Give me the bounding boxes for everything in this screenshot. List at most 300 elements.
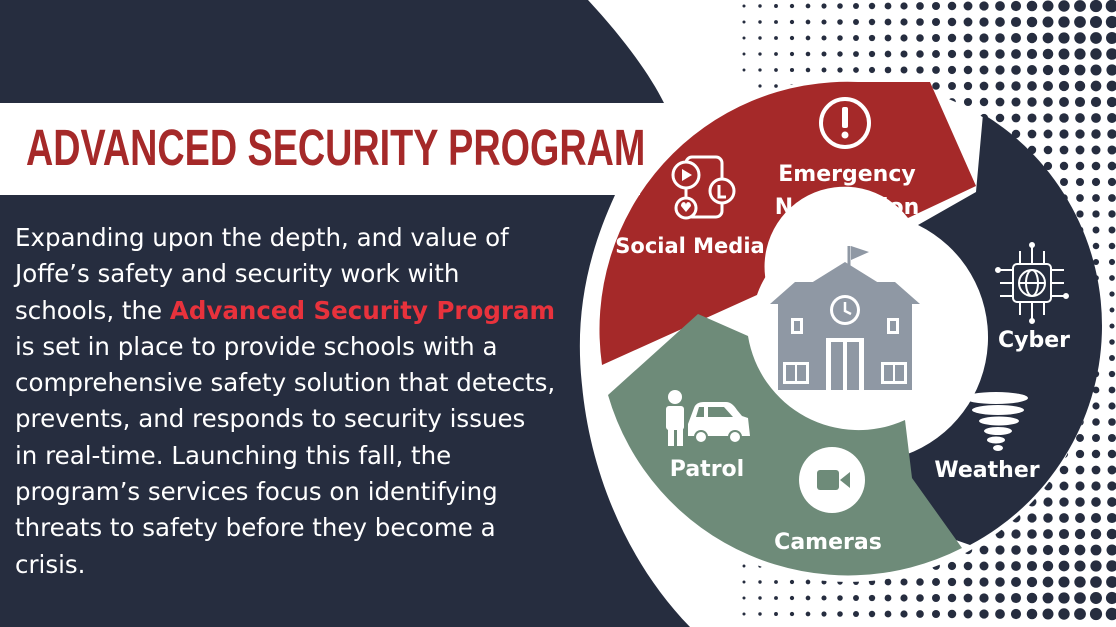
halftone-dot xyxy=(995,17,1005,27)
halftone-dot xyxy=(964,50,973,59)
label-cameras: Cameras xyxy=(774,530,882,555)
halftone-dot xyxy=(964,610,973,619)
halftone-dot xyxy=(869,611,875,617)
halftone-dot xyxy=(979,1,988,10)
body-line-5: comprehensive safety solution that detects, xyxy=(15,368,556,398)
halftone-dot xyxy=(774,20,778,24)
halftone-dot xyxy=(948,578,956,586)
halftone-dot xyxy=(901,67,908,74)
halftone-dot xyxy=(1091,113,1101,123)
halftone-dot xyxy=(742,4,745,7)
halftone-dot xyxy=(806,36,811,41)
halftone-dot xyxy=(853,35,859,41)
halftone-dot xyxy=(1107,497,1116,507)
halftone-dot xyxy=(885,3,892,10)
halftone-dot xyxy=(1027,529,1037,539)
halftone-dot xyxy=(900,594,907,601)
halftone-dot xyxy=(1027,113,1036,122)
halftone-dot xyxy=(1106,48,1116,60)
halftone-dot xyxy=(1109,387,1116,394)
halftone-dot xyxy=(869,3,875,9)
halftone-dot xyxy=(758,68,761,71)
body-line-8: program’s services focus on identifying xyxy=(15,477,498,507)
halftone-dot xyxy=(1043,81,1053,91)
halftone-dot xyxy=(806,52,811,57)
halftone-dot xyxy=(1011,529,1020,538)
halftone-dot xyxy=(1059,81,1069,91)
halftone-dot xyxy=(758,84,761,87)
halftone-dot xyxy=(1076,434,1084,442)
halftone-dot xyxy=(900,34,907,41)
halftone-dot xyxy=(1074,32,1085,43)
halftone-dot xyxy=(980,66,989,75)
halftone-dot xyxy=(1090,64,1101,75)
label-patrol: Patrol xyxy=(669,457,745,482)
halftone-dot xyxy=(948,610,956,618)
body-line-10: crisis. xyxy=(15,549,86,579)
body-line-6: prevents, and responds to security issues xyxy=(15,404,526,434)
halftone-dot xyxy=(900,50,907,57)
halftone-dot xyxy=(790,52,794,56)
halftone-dot xyxy=(1109,339,1115,345)
halftone-dot xyxy=(1109,259,1115,265)
halftone-dot xyxy=(979,33,988,42)
halftone-dot xyxy=(979,593,988,602)
halftone-dot xyxy=(1060,178,1068,186)
halftone-dot xyxy=(1011,1,1021,11)
halftone-dot xyxy=(774,52,778,56)
halftone-dot xyxy=(774,596,778,600)
halftone-dot xyxy=(1092,450,1100,458)
halftone-dot xyxy=(932,34,940,42)
halftone-dot xyxy=(916,66,923,73)
halftone-dot xyxy=(837,595,843,601)
halftone-dot xyxy=(806,4,811,9)
halftone-dot xyxy=(806,68,811,73)
halftone-dot xyxy=(1075,113,1085,123)
halftone-dot xyxy=(1043,113,1052,122)
halftone-dot xyxy=(1012,114,1021,123)
halftone-dot xyxy=(979,49,988,58)
halftone-dot xyxy=(774,84,778,88)
video-camera-icon xyxy=(799,447,865,513)
halftone-dot xyxy=(869,51,875,57)
halftone-dot xyxy=(1044,146,1053,155)
halftone-dot xyxy=(1011,609,1021,619)
halftone-dot xyxy=(885,19,892,26)
halftone-dot xyxy=(995,593,1005,603)
halftone-dot xyxy=(932,610,940,618)
halftone-dot xyxy=(885,579,892,586)
halftone-dot xyxy=(964,18,973,27)
halftone-dot xyxy=(1059,561,1070,572)
halftone-dot xyxy=(948,594,956,602)
halftone-dot xyxy=(1075,81,1085,91)
halftone-dot xyxy=(948,18,956,26)
halftone-dot xyxy=(1027,49,1037,59)
halftone-dot xyxy=(1076,178,1084,186)
halftone-dot xyxy=(774,612,778,616)
halftone-dot xyxy=(1044,130,1053,139)
halftone-dot xyxy=(996,114,1005,123)
halftone-dot xyxy=(964,562,973,571)
halftone-dot xyxy=(1090,608,1102,620)
halftone-dot xyxy=(1043,577,1054,588)
halftone-dot xyxy=(1092,178,1100,186)
halftone-dot xyxy=(1043,593,1054,604)
halftone-dot xyxy=(1093,243,1100,250)
halftone-dot xyxy=(980,562,989,571)
halftone-dot xyxy=(1059,129,1068,138)
halftone-dot xyxy=(758,596,761,599)
halftone-dot xyxy=(932,50,940,58)
halftone-dot xyxy=(1059,49,1070,60)
halftone-dot xyxy=(1106,0,1116,12)
halftone-dot xyxy=(995,545,1004,554)
halftone-dot xyxy=(1027,513,1036,522)
halftone-dot xyxy=(821,51,826,56)
halftone-dot xyxy=(1043,65,1053,75)
label-emergency-line1: Emergency xyxy=(778,162,916,187)
halftone-dot xyxy=(1090,560,1101,571)
halftone-dot xyxy=(806,612,811,617)
halftone-dot xyxy=(1074,560,1085,571)
body-line-2: Joffe’s safety and security work with xyxy=(15,259,460,289)
halftone-dot xyxy=(1043,529,1053,539)
halftone-dot xyxy=(1027,561,1037,571)
halftone-dot xyxy=(916,610,924,618)
halftone-dot xyxy=(1109,371,1115,377)
halftone-dot xyxy=(1043,497,1052,506)
halftone-dot xyxy=(1043,17,1054,28)
halftone-dot xyxy=(900,610,907,617)
body-line-3: schools, the xyxy=(15,295,170,325)
halftone-dot xyxy=(1028,130,1037,139)
halftone-dot xyxy=(885,611,892,618)
halftone-dot xyxy=(995,81,1004,90)
halftone-dot xyxy=(743,53,746,56)
halftone-dot xyxy=(932,2,940,10)
halftone-dot xyxy=(1109,227,1116,234)
halftone-dot xyxy=(1108,450,1116,458)
halftone-dot xyxy=(1107,129,1116,138)
halftone-dot xyxy=(1011,49,1021,59)
halftone-dot xyxy=(1109,355,1115,361)
halftone-dot xyxy=(948,34,956,42)
halftone-dot xyxy=(1074,608,1086,620)
halftone-dot xyxy=(1092,418,1100,426)
body-line-1: Expanding upon the depth, and value of xyxy=(15,223,509,252)
halftone-dot xyxy=(948,82,956,90)
halftone-dot xyxy=(1092,146,1101,155)
halftone-dot xyxy=(1074,576,1085,587)
halftone-dot xyxy=(1075,545,1086,556)
halftone-dot xyxy=(1107,81,1116,92)
halftone-dot xyxy=(979,609,988,618)
halftone-dot xyxy=(806,20,811,25)
halftone-dot xyxy=(853,19,859,25)
halftone-dot xyxy=(1060,466,1069,475)
halftone-dot xyxy=(1106,64,1116,75)
halftone-dot xyxy=(1090,48,1101,59)
halftone-dot xyxy=(790,68,794,72)
halftone-dot xyxy=(837,51,842,56)
halftone-dot xyxy=(1058,0,1069,11)
halftone-dot xyxy=(1027,65,1037,75)
halftone-dot xyxy=(1075,129,1084,138)
halftone-dot xyxy=(837,35,843,41)
halftone-dot xyxy=(1076,210,1083,217)
halftone-dot xyxy=(1076,466,1085,475)
halftone-dot xyxy=(774,580,778,584)
label-cyber: Cyber xyxy=(997,328,1071,353)
halftone-dot xyxy=(1027,609,1038,620)
halftone-dot xyxy=(1076,146,1085,155)
halftone-dot xyxy=(1108,434,1116,442)
halftone-dot xyxy=(932,594,940,602)
halftone-dot xyxy=(1106,16,1116,28)
halftone-dot xyxy=(1027,17,1038,28)
halftone-dot xyxy=(853,3,859,9)
halftone-dot xyxy=(932,18,940,26)
halftone-dot xyxy=(1091,513,1101,523)
halftone-dot xyxy=(742,20,745,23)
halftone-dot xyxy=(1058,592,1069,603)
halftone-dot xyxy=(1091,129,1100,138)
body-line-7: in real-time. Launching this fall, the xyxy=(15,440,452,470)
halftone-dot xyxy=(1011,545,1021,555)
label-emergency-line2: Notification xyxy=(774,195,920,220)
halftone-dot xyxy=(758,52,761,55)
halftone-dot xyxy=(1106,560,1116,571)
halftone-dot xyxy=(1059,513,1069,523)
halftone-dot xyxy=(964,66,973,75)
halftone-dot xyxy=(1027,81,1037,91)
halftone-dot xyxy=(774,4,778,8)
halftone-dot xyxy=(1011,65,1021,75)
halftone-dot xyxy=(1090,592,1102,604)
halftone-dot xyxy=(916,50,923,57)
halftone-dot xyxy=(1059,529,1069,539)
halftone-dot xyxy=(1027,33,1037,43)
halftone-dot xyxy=(1011,17,1021,27)
halftone-dot xyxy=(1091,481,1100,490)
halftone-dot xyxy=(916,34,924,42)
halftone-dot xyxy=(1109,291,1114,296)
halftone-dot xyxy=(806,596,811,601)
halftone-dot xyxy=(742,596,745,599)
halftone-dot xyxy=(1060,146,1069,155)
halftone-dot xyxy=(1091,497,1101,507)
halftone-dot xyxy=(964,98,972,106)
halftone-dot xyxy=(1108,418,1116,426)
halftone-dot xyxy=(1106,32,1116,44)
halftone-dot xyxy=(1106,592,1116,604)
halftone-dot xyxy=(821,19,826,24)
halftone-dot xyxy=(743,565,746,568)
halftone-dot xyxy=(1011,561,1021,571)
halftone-dot xyxy=(916,594,924,602)
halftone-dot xyxy=(1093,227,1100,234)
halftone-dot xyxy=(1059,497,1068,506)
label-social-media: Social Media xyxy=(615,234,765,258)
halftone-dot xyxy=(980,546,989,555)
halftone-dot xyxy=(1076,450,1084,458)
halftone-dot xyxy=(1060,482,1069,491)
halftone-dot xyxy=(1075,97,1085,107)
halftone-dot xyxy=(853,611,859,617)
halftone-dot xyxy=(1043,49,1054,60)
halftone-dot xyxy=(1075,529,1085,539)
halftone-dot xyxy=(743,37,746,40)
halftone-dot xyxy=(1011,81,1020,90)
halftone-dot xyxy=(1043,609,1054,620)
halftone-dot xyxy=(1075,481,1084,490)
halftone-dot xyxy=(1107,513,1116,523)
halftone-dot xyxy=(1076,194,1084,202)
halftone-dot xyxy=(1058,608,1069,619)
halftone-dot xyxy=(869,595,875,601)
body-line-9: threats to safety before they become a xyxy=(15,513,496,543)
halftone-dot xyxy=(1058,32,1069,43)
halftone-dot xyxy=(948,2,957,11)
halftone-dot xyxy=(1043,513,1053,523)
halftone-dot xyxy=(822,68,827,73)
halftone-dot xyxy=(948,562,956,570)
halftone-dot xyxy=(1092,210,1099,217)
halftone-dot xyxy=(1108,210,1115,217)
halftone-dot xyxy=(743,581,746,584)
halftone-dot xyxy=(1090,16,1102,28)
halftone-dot xyxy=(1108,402,1115,409)
page-title: ADVANCED SECURITY PROGRAM xyxy=(26,119,646,176)
halftone-dot xyxy=(1060,162,1068,170)
halftone-dot xyxy=(885,595,892,602)
halftone-dot xyxy=(837,611,843,617)
halftone-dot xyxy=(1091,97,1101,107)
halftone-dot xyxy=(790,36,794,40)
halftone-dot xyxy=(1011,593,1021,603)
halftone-dot xyxy=(964,578,973,587)
halftone-dot xyxy=(900,2,907,9)
program-name-highlight: Advanced Security Program xyxy=(169,295,556,325)
halftone-dot xyxy=(1109,243,1116,250)
halftone-dot xyxy=(885,51,892,58)
halftone-dot xyxy=(964,2,973,11)
halftone-dot xyxy=(821,35,826,40)
halftone-dot xyxy=(995,33,1005,43)
halftone-dot xyxy=(995,577,1005,587)
halftone-dot xyxy=(869,19,875,25)
halftone-dot xyxy=(979,577,988,586)
halftone-dot xyxy=(1011,33,1021,43)
halftone-dot xyxy=(1059,65,1070,76)
halftone-dot xyxy=(995,49,1004,58)
halftone-dot xyxy=(790,4,794,8)
halftone-dot xyxy=(742,612,745,615)
halftone-dot xyxy=(932,82,940,90)
halftone-dot xyxy=(790,20,794,24)
halftone-dot xyxy=(743,69,746,72)
halftone-dot xyxy=(995,65,1004,74)
halftone-dot xyxy=(758,20,761,23)
halftone-dot xyxy=(853,51,859,57)
halftone-dot xyxy=(837,19,843,25)
halftone-dot xyxy=(853,595,859,601)
halftone-dot xyxy=(1108,466,1116,475)
halftone-dot xyxy=(1059,545,1069,555)
halftone-dot xyxy=(1092,194,1100,202)
halftone-dot xyxy=(837,3,843,9)
halftone-dot xyxy=(1107,481,1116,490)
halftone-dot xyxy=(900,578,907,585)
halftone-dot xyxy=(1059,113,1069,123)
halftone-dot xyxy=(790,596,794,600)
halftone-dot xyxy=(1011,97,1020,106)
halftone-dot xyxy=(1043,97,1053,107)
halftone-dot xyxy=(1059,97,1069,107)
halftone-dot xyxy=(869,67,875,73)
halftone-dot xyxy=(1092,162,1101,171)
halftone-dot xyxy=(758,612,761,615)
halftone-dot xyxy=(1074,16,1086,28)
halftone-dot xyxy=(1092,466,1101,475)
halftone-dot xyxy=(1058,16,1069,27)
body-line-4: is set in place to provide schools with a xyxy=(15,331,498,361)
halftone-dot xyxy=(932,578,940,586)
halftone-dot xyxy=(758,580,761,583)
halftone-dot xyxy=(1090,576,1102,588)
halftone-dot xyxy=(1092,402,1099,409)
halftone-dot xyxy=(1109,275,1115,281)
halftone-dot xyxy=(964,594,973,603)
halftone-dot xyxy=(1109,323,1114,328)
halftone-dot xyxy=(1091,81,1102,92)
halftone-dot xyxy=(1108,194,1116,202)
halftone-dot xyxy=(1076,162,1085,171)
halftone-dot xyxy=(1110,308,1115,313)
halftone-dot xyxy=(758,4,761,7)
halftone-dot xyxy=(980,98,988,106)
halftone-dot xyxy=(1107,145,1116,154)
halftone-dot xyxy=(821,611,826,616)
halftone-dot xyxy=(995,561,1004,570)
halftone-dot xyxy=(1107,545,1116,556)
halftone-dot xyxy=(869,35,875,41)
halftone-dot xyxy=(1074,592,1086,604)
halftone-dot xyxy=(964,82,972,90)
halftone-dot xyxy=(790,612,794,616)
halftone-dot xyxy=(1027,577,1037,587)
halftone-dot xyxy=(1027,545,1037,555)
halftone-dot xyxy=(964,34,973,43)
halftone-dot xyxy=(1043,1,1054,12)
halftone-dot xyxy=(1075,497,1085,507)
halftone-dot xyxy=(1058,576,1069,587)
halftone-dot xyxy=(774,68,778,72)
halftone-dot xyxy=(806,580,811,585)
halftone-dot xyxy=(1106,576,1116,588)
halftone-dot xyxy=(932,66,940,74)
halftone-dot xyxy=(979,17,988,26)
halftone-dot xyxy=(885,67,892,74)
halftone-dot xyxy=(1074,0,1086,12)
halftone-dot xyxy=(948,50,956,58)
halftone-dot xyxy=(853,67,859,73)
halftone-dot xyxy=(1027,593,1037,603)
halftone-dot xyxy=(916,2,924,10)
halftone-dot xyxy=(1043,33,1054,44)
